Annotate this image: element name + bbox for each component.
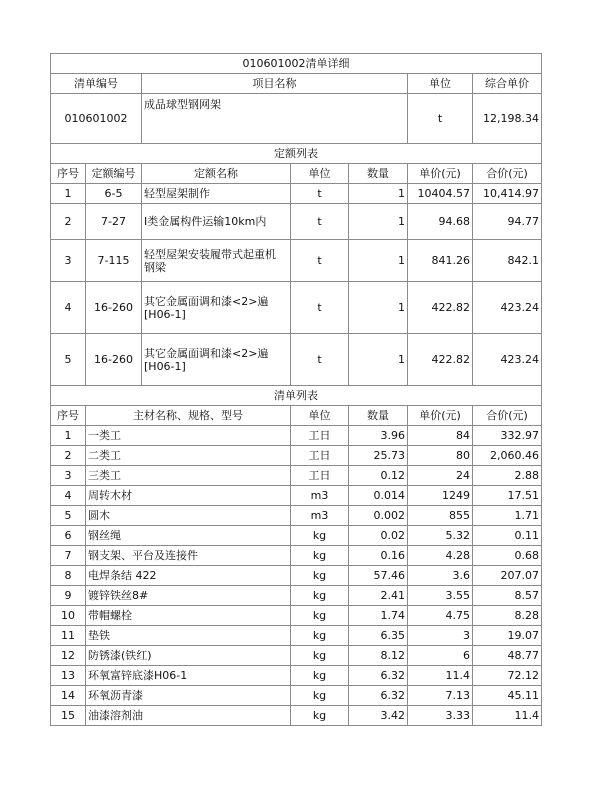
quota-code: 16-260	[86, 282, 142, 334]
material-row	[51, 466, 542, 486]
material-total: 2.88	[473, 466, 542, 486]
material-quantity: 3.42	[349, 706, 408, 726]
bill-price: 12,198.34	[473, 94, 542, 144]
material-row	[51, 606, 542, 626]
material-row	[51, 626, 542, 646]
material-total: 0.11	[473, 526, 542, 546]
quota-row	[51, 184, 542, 204]
material-row	[51, 586, 542, 606]
material-unit: kg	[291, 566, 349, 586]
material-quantity: 25.73	[349, 446, 408, 466]
quota-name: Ⅰ类金属构件运输10km内	[142, 204, 291, 240]
bill-code: 010601002	[51, 94, 142, 144]
row-number: 7	[51, 546, 86, 566]
material-unit: 工日	[291, 466, 349, 486]
row-number: 8	[51, 566, 86, 586]
material-unit: m3	[291, 506, 349, 526]
material-unit-price: 24	[408, 466, 473, 486]
unit-header: 单位	[408, 74, 473, 94]
material-name: 带帽螺栓	[86, 606, 291, 626]
material-unit: kg	[291, 546, 349, 566]
col-header: 单价(元)	[408, 164, 473, 184]
material-quantity: 0.014	[349, 486, 408, 506]
material-name: 环氧富锌底漆H06-1	[86, 666, 291, 686]
quota-quantity: 1	[349, 184, 408, 204]
material-name: 油漆溶剂油	[86, 706, 291, 726]
quota-row	[51, 334, 542, 386]
material-unit-price: 4.28	[408, 546, 473, 566]
col-header: 单价(元)	[408, 406, 473, 426]
material-row	[51, 446, 542, 466]
col-header: 定额编号	[86, 164, 142, 184]
material-unit-price: 4.75	[408, 606, 473, 626]
material-unit: kg	[291, 666, 349, 686]
quota-unit-price: 841.26	[408, 240, 473, 282]
material-header-row	[51, 406, 542, 426]
row-number: 3	[51, 240, 86, 282]
material-total: 11.4	[473, 706, 542, 726]
quota-row	[51, 282, 542, 334]
quota-name: 其它金属面调和漆<2>遍 [H06-1]	[142, 282, 291, 334]
bill-unit: t	[408, 94, 473, 144]
name-header: 项目名称	[142, 74, 408, 94]
material-row	[51, 546, 542, 566]
row-number: 6	[51, 526, 86, 546]
bill-detail-table	[50, 53, 542, 726]
quota-name: 其它金属面调和漆<2>遍 [H06-1]	[142, 334, 291, 386]
material-name: 电焊条结 422	[86, 566, 291, 586]
quota-quantity: 1	[349, 204, 408, 240]
material-unit-price: 3.55	[408, 586, 473, 606]
row-number: 4	[51, 486, 86, 506]
quota-name: 轻型屋架安装履带式起重机 钢梁	[142, 240, 291, 282]
material-name: 钢支架、平台及连接件	[86, 546, 291, 566]
material-name: 周转木材	[86, 486, 291, 506]
material-unit-price: 3.33	[408, 706, 473, 726]
table-title: 010601002清单详细	[51, 54, 542, 74]
material-row	[51, 426, 542, 446]
material-quantity: 6.32	[349, 666, 408, 686]
quota-code: 7-27	[86, 204, 142, 240]
quota-quantity: 1	[349, 334, 408, 386]
material-row	[51, 506, 542, 526]
material-total: 332.97	[473, 426, 542, 446]
material-name: 环氧沥青漆	[86, 686, 291, 706]
bill-name: 成品球型钢网架	[142, 94, 408, 144]
row-number: 10	[51, 606, 86, 626]
quota-row	[51, 204, 542, 240]
material-unit: 工日	[291, 426, 349, 446]
col-header: 数量	[349, 164, 408, 184]
material-quantity: 3.96	[349, 426, 408, 446]
quota-code: 7-115	[86, 240, 142, 282]
col-header: 数量	[349, 406, 408, 426]
material-quantity: 2.41	[349, 586, 408, 606]
col-header: 单位	[291, 406, 349, 426]
col-header: 合价(元)	[473, 164, 542, 184]
code-header: 清单编号	[51, 74, 142, 94]
material-unit: m3	[291, 486, 349, 506]
row-number: 13	[51, 666, 86, 686]
col-header: 序号	[51, 164, 86, 184]
quota-quantity: 1	[349, 282, 408, 334]
material-row	[51, 566, 542, 586]
row-number: 12	[51, 646, 86, 666]
material-quantity: 0.002	[349, 506, 408, 526]
material-quantity: 0.12	[349, 466, 408, 486]
col-header: 合价(元)	[473, 406, 542, 426]
row-number: 2	[51, 204, 86, 240]
material-quantity: 6.35	[349, 626, 408, 646]
col-header: 序号	[51, 406, 86, 426]
quota-total: 423.24	[473, 334, 542, 386]
material-unit: kg	[291, 706, 349, 726]
material-total: 0.68	[473, 546, 542, 566]
material-unit: kg	[291, 646, 349, 666]
quota-section-title: 定额列表	[51, 144, 542, 164]
quota-name: 轻型屋架制作	[142, 184, 291, 204]
material-unit: kg	[291, 526, 349, 546]
material-unit-price: 3.6	[408, 566, 473, 586]
col-header: 主材名称、规格、型号	[86, 406, 291, 426]
material-total: 8.57	[473, 586, 542, 606]
quota-total: 10,414.97	[473, 184, 542, 204]
quota-unit: t	[291, 204, 349, 240]
row-number: 2	[51, 446, 86, 466]
material-name: 圆木	[86, 506, 291, 526]
row-number: 9	[51, 586, 86, 606]
row-number: 1	[51, 184, 86, 204]
material-total: 17.51	[473, 486, 542, 506]
material-total: 19.07	[473, 626, 542, 646]
row-number: 4	[51, 282, 86, 334]
quota-unit-price: 422.82	[408, 282, 473, 334]
material-name: 防锈漆(铁红)	[86, 646, 291, 666]
material-unit-price: 84	[408, 426, 473, 446]
col-header: 定额名称	[142, 164, 291, 184]
material-row	[51, 686, 542, 706]
material-unit-price: 3	[408, 626, 473, 646]
row-number: 14	[51, 686, 86, 706]
material-total: 207.07	[473, 566, 542, 586]
material-quantity: 0.02	[349, 526, 408, 546]
material-quantity: 57.46	[349, 566, 408, 586]
row-number: 11	[51, 626, 86, 646]
row-number: 1	[51, 426, 86, 446]
quota-unit-price: 422.82	[408, 334, 473, 386]
material-name: 垫铁	[86, 626, 291, 646]
material-total: 2,060.46	[473, 446, 542, 466]
material-total: 45.11	[473, 686, 542, 706]
material-name: 三类工	[86, 466, 291, 486]
material-unit: kg	[291, 586, 349, 606]
quota-quantity: 1	[349, 240, 408, 282]
quota-total: 423.24	[473, 282, 542, 334]
quota-unit: t	[291, 184, 349, 204]
material-total: 8.28	[473, 606, 542, 626]
material-total: 48.77	[473, 646, 542, 666]
material-quantity: 8.12	[349, 646, 408, 666]
material-name: 一类工	[86, 426, 291, 446]
material-unit-price: 1249	[408, 486, 473, 506]
quota-unit-price: 94.68	[408, 204, 473, 240]
quota-unit: t	[291, 240, 349, 282]
material-total: 72.12	[473, 666, 542, 686]
quota-total: 842.1	[473, 240, 542, 282]
material-unit: kg	[291, 606, 349, 626]
material-quantity: 0.16	[349, 546, 408, 566]
quota-unit: t	[291, 282, 349, 334]
material-unit-price: 80	[408, 446, 473, 466]
material-unit: kg	[291, 626, 349, 646]
quota-unit: t	[291, 334, 349, 386]
quota-header-row	[51, 164, 542, 184]
quota-unit-price: 10404.57	[408, 184, 473, 204]
material-row	[51, 486, 542, 506]
material-row	[51, 526, 542, 546]
material-total: 1.71	[473, 506, 542, 526]
row-number: 5	[51, 334, 86, 386]
material-row	[51, 666, 542, 686]
material-unit-price: 855	[408, 506, 473, 526]
material-unit-price: 11.4	[408, 666, 473, 686]
material-section-title: 清单列表	[51, 386, 542, 406]
quota-total: 94.77	[473, 204, 542, 240]
row-number: 3	[51, 466, 86, 486]
material-quantity: 6.32	[349, 686, 408, 706]
quota-code: 16-260	[86, 334, 142, 386]
material-unit: 工日	[291, 446, 349, 466]
quota-row	[51, 240, 542, 282]
material-row	[51, 706, 542, 726]
material-unit-price: 7.13	[408, 686, 473, 706]
material-quantity: 1.74	[349, 606, 408, 626]
row-number: 5	[51, 506, 86, 526]
material-name: 二类工	[86, 446, 291, 466]
material-name: 钢丝绳	[86, 526, 291, 546]
material-unit-price: 5.32	[408, 526, 473, 546]
material-row	[51, 646, 542, 666]
col-header: 单位	[291, 164, 349, 184]
material-name: 镀锌铁丝8#	[86, 586, 291, 606]
material-unit: kg	[291, 686, 349, 706]
row-number: 15	[51, 706, 86, 726]
price-header: 综合单价	[473, 74, 542, 94]
material-unit-price: 6	[408, 646, 473, 666]
quota-code: 6-5	[86, 184, 142, 204]
